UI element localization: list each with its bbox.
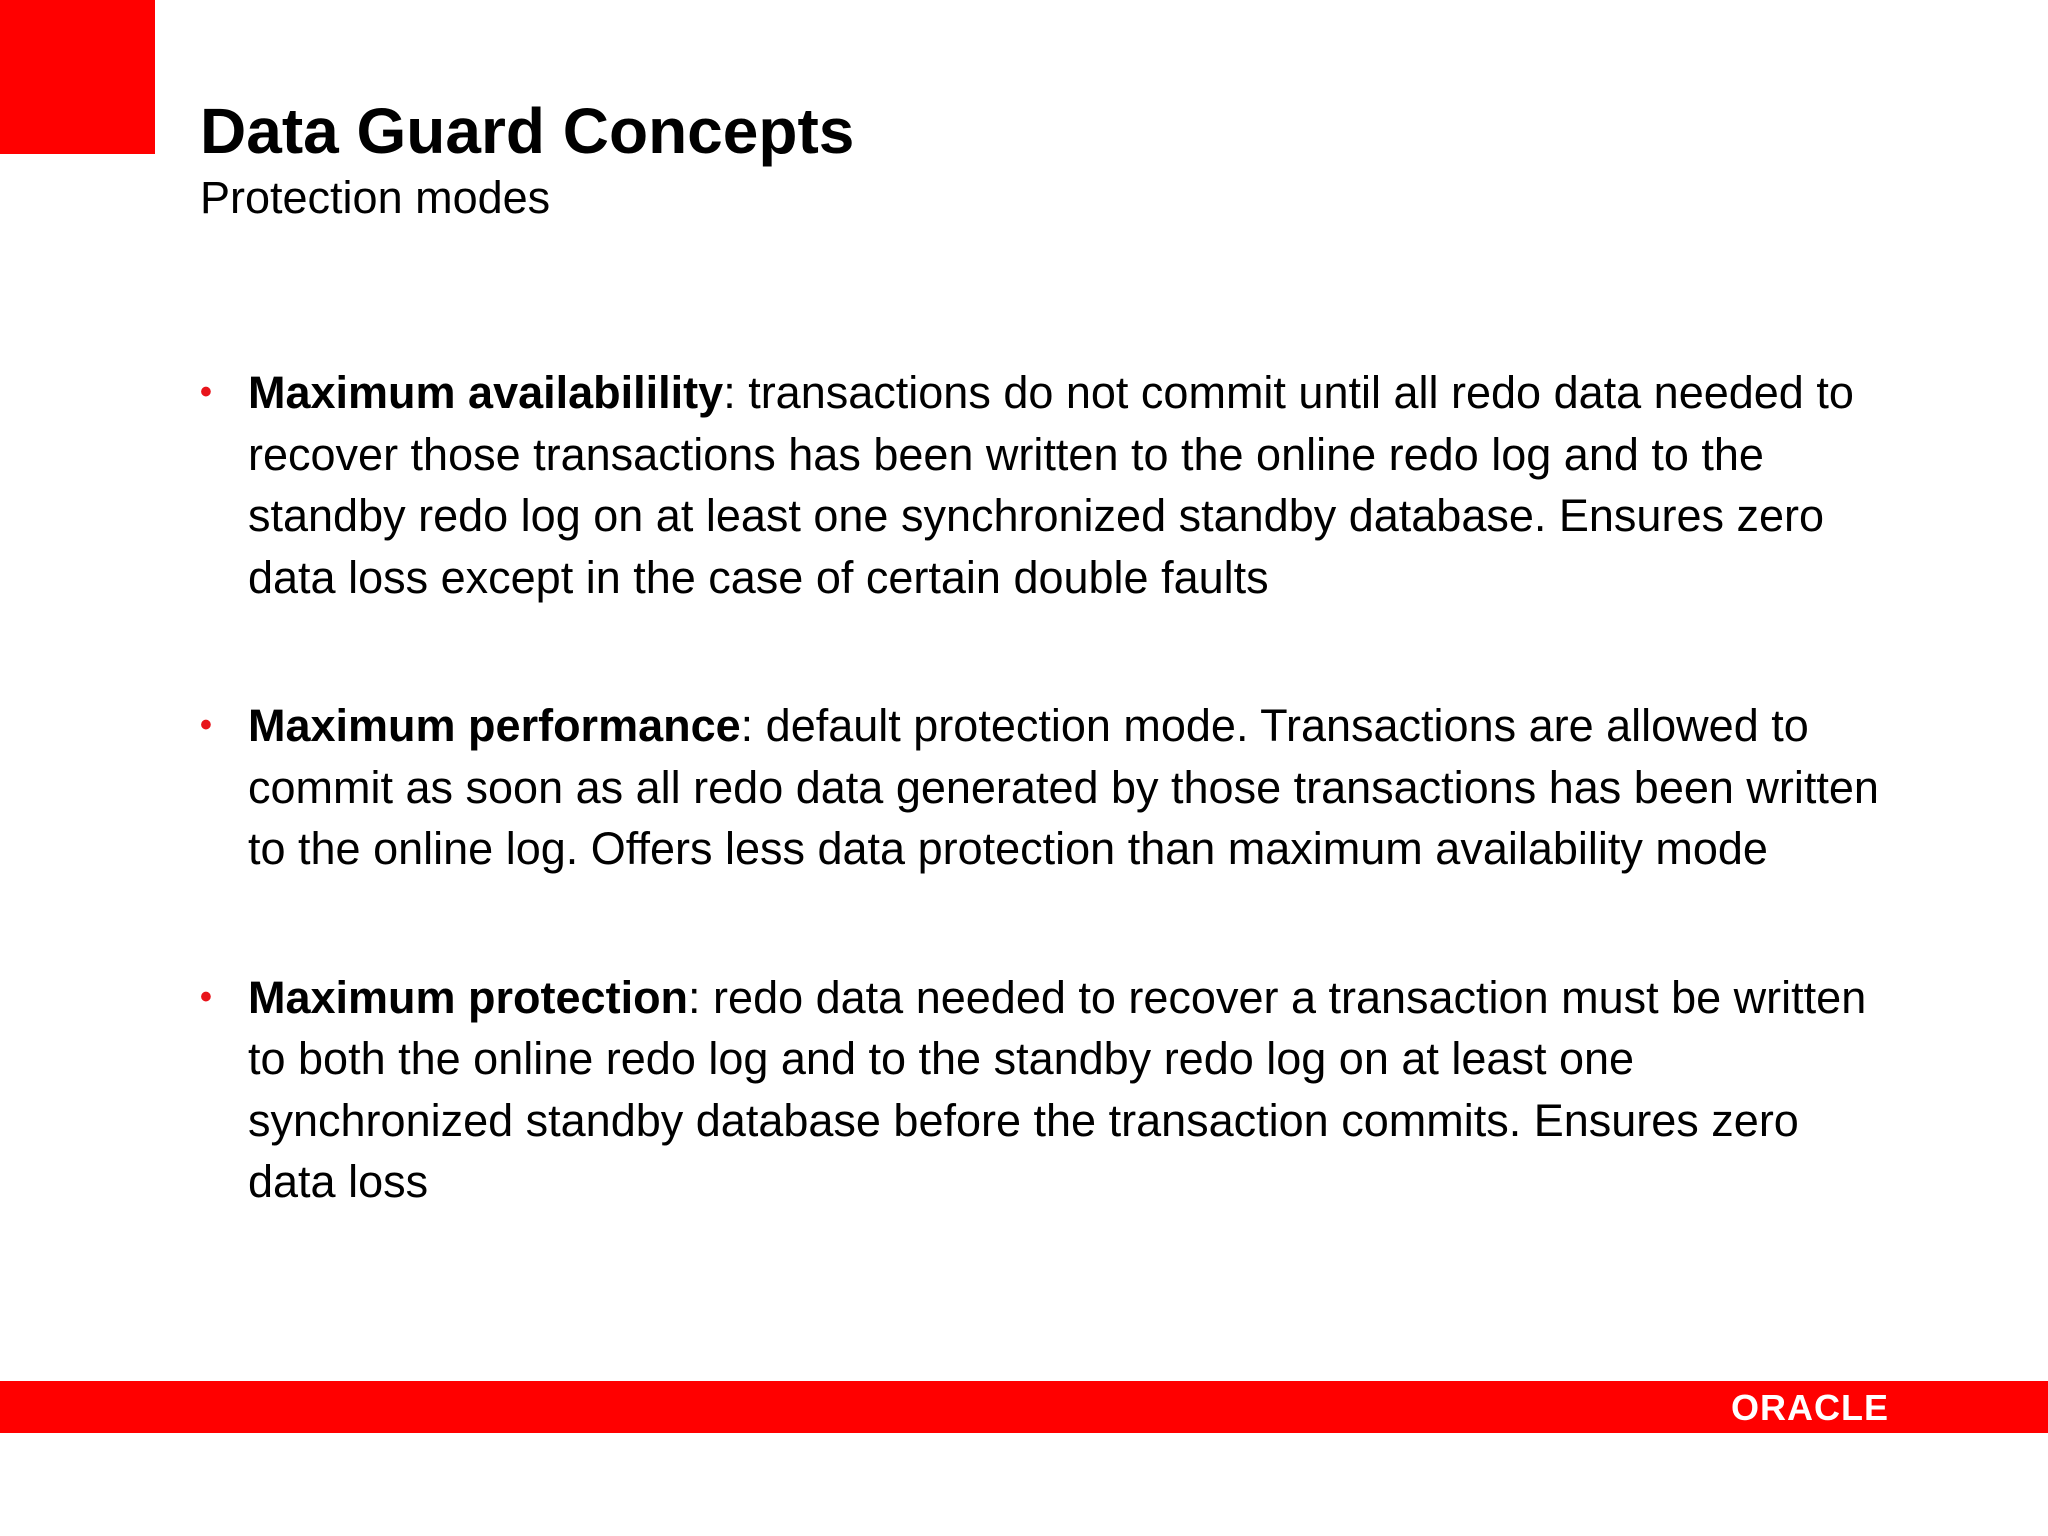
bullet-dot-icon: •	[200, 373, 212, 411]
slide-subtitle: Protection modes	[200, 172, 551, 223]
bullet-item-max-availability	[200, 362, 1890, 608]
bullet-dot-icon: •	[200, 977, 212, 1016]
bullet-term: Maximum performance	[248, 700, 741, 751]
oracle-logo	[1700, 1381, 1920, 1433]
slide-title: Data Guard Concepts	[200, 95, 855, 167]
corner-accent-block	[0, 0, 155, 154]
bullet-term: Maximum availabilility	[248, 367, 724, 418]
bullet-text: : redo data needed to recover a transaction must be written to both the online redo log and to the standby redo log on at least one synchronized standby database before the transaction commits. Ensures zero data loss	[248, 971, 1867, 1207]
oracle-logo-text: ORACLE	[1731, 1387, 1889, 1428]
bullet-list	[200, 362, 1890, 1300]
bullet-dot-icon: •	[200, 706, 212, 744]
bullet-text: : transactions do not commit until all redo data needed to recover those transactions has been written to the online redo log and to the standby redo log on at least one synchronized standby database. Ensures zero data loss except in the case of certain double faults	[248, 367, 1854, 603]
slide-header	[200, 92, 854, 226]
bullet-item-max-performance	[200, 695, 1890, 880]
bullet-text: : default protection mode. Transactions are allowed to commit as soon as all redo data generated by those transactions has been written to the online log. Offers less data protection than maximum availability mode	[248, 700, 1879, 874]
bullet-item-max-protection	[200, 967, 1890, 1213]
bullet-term: Maximum protection	[248, 971, 689, 1023]
